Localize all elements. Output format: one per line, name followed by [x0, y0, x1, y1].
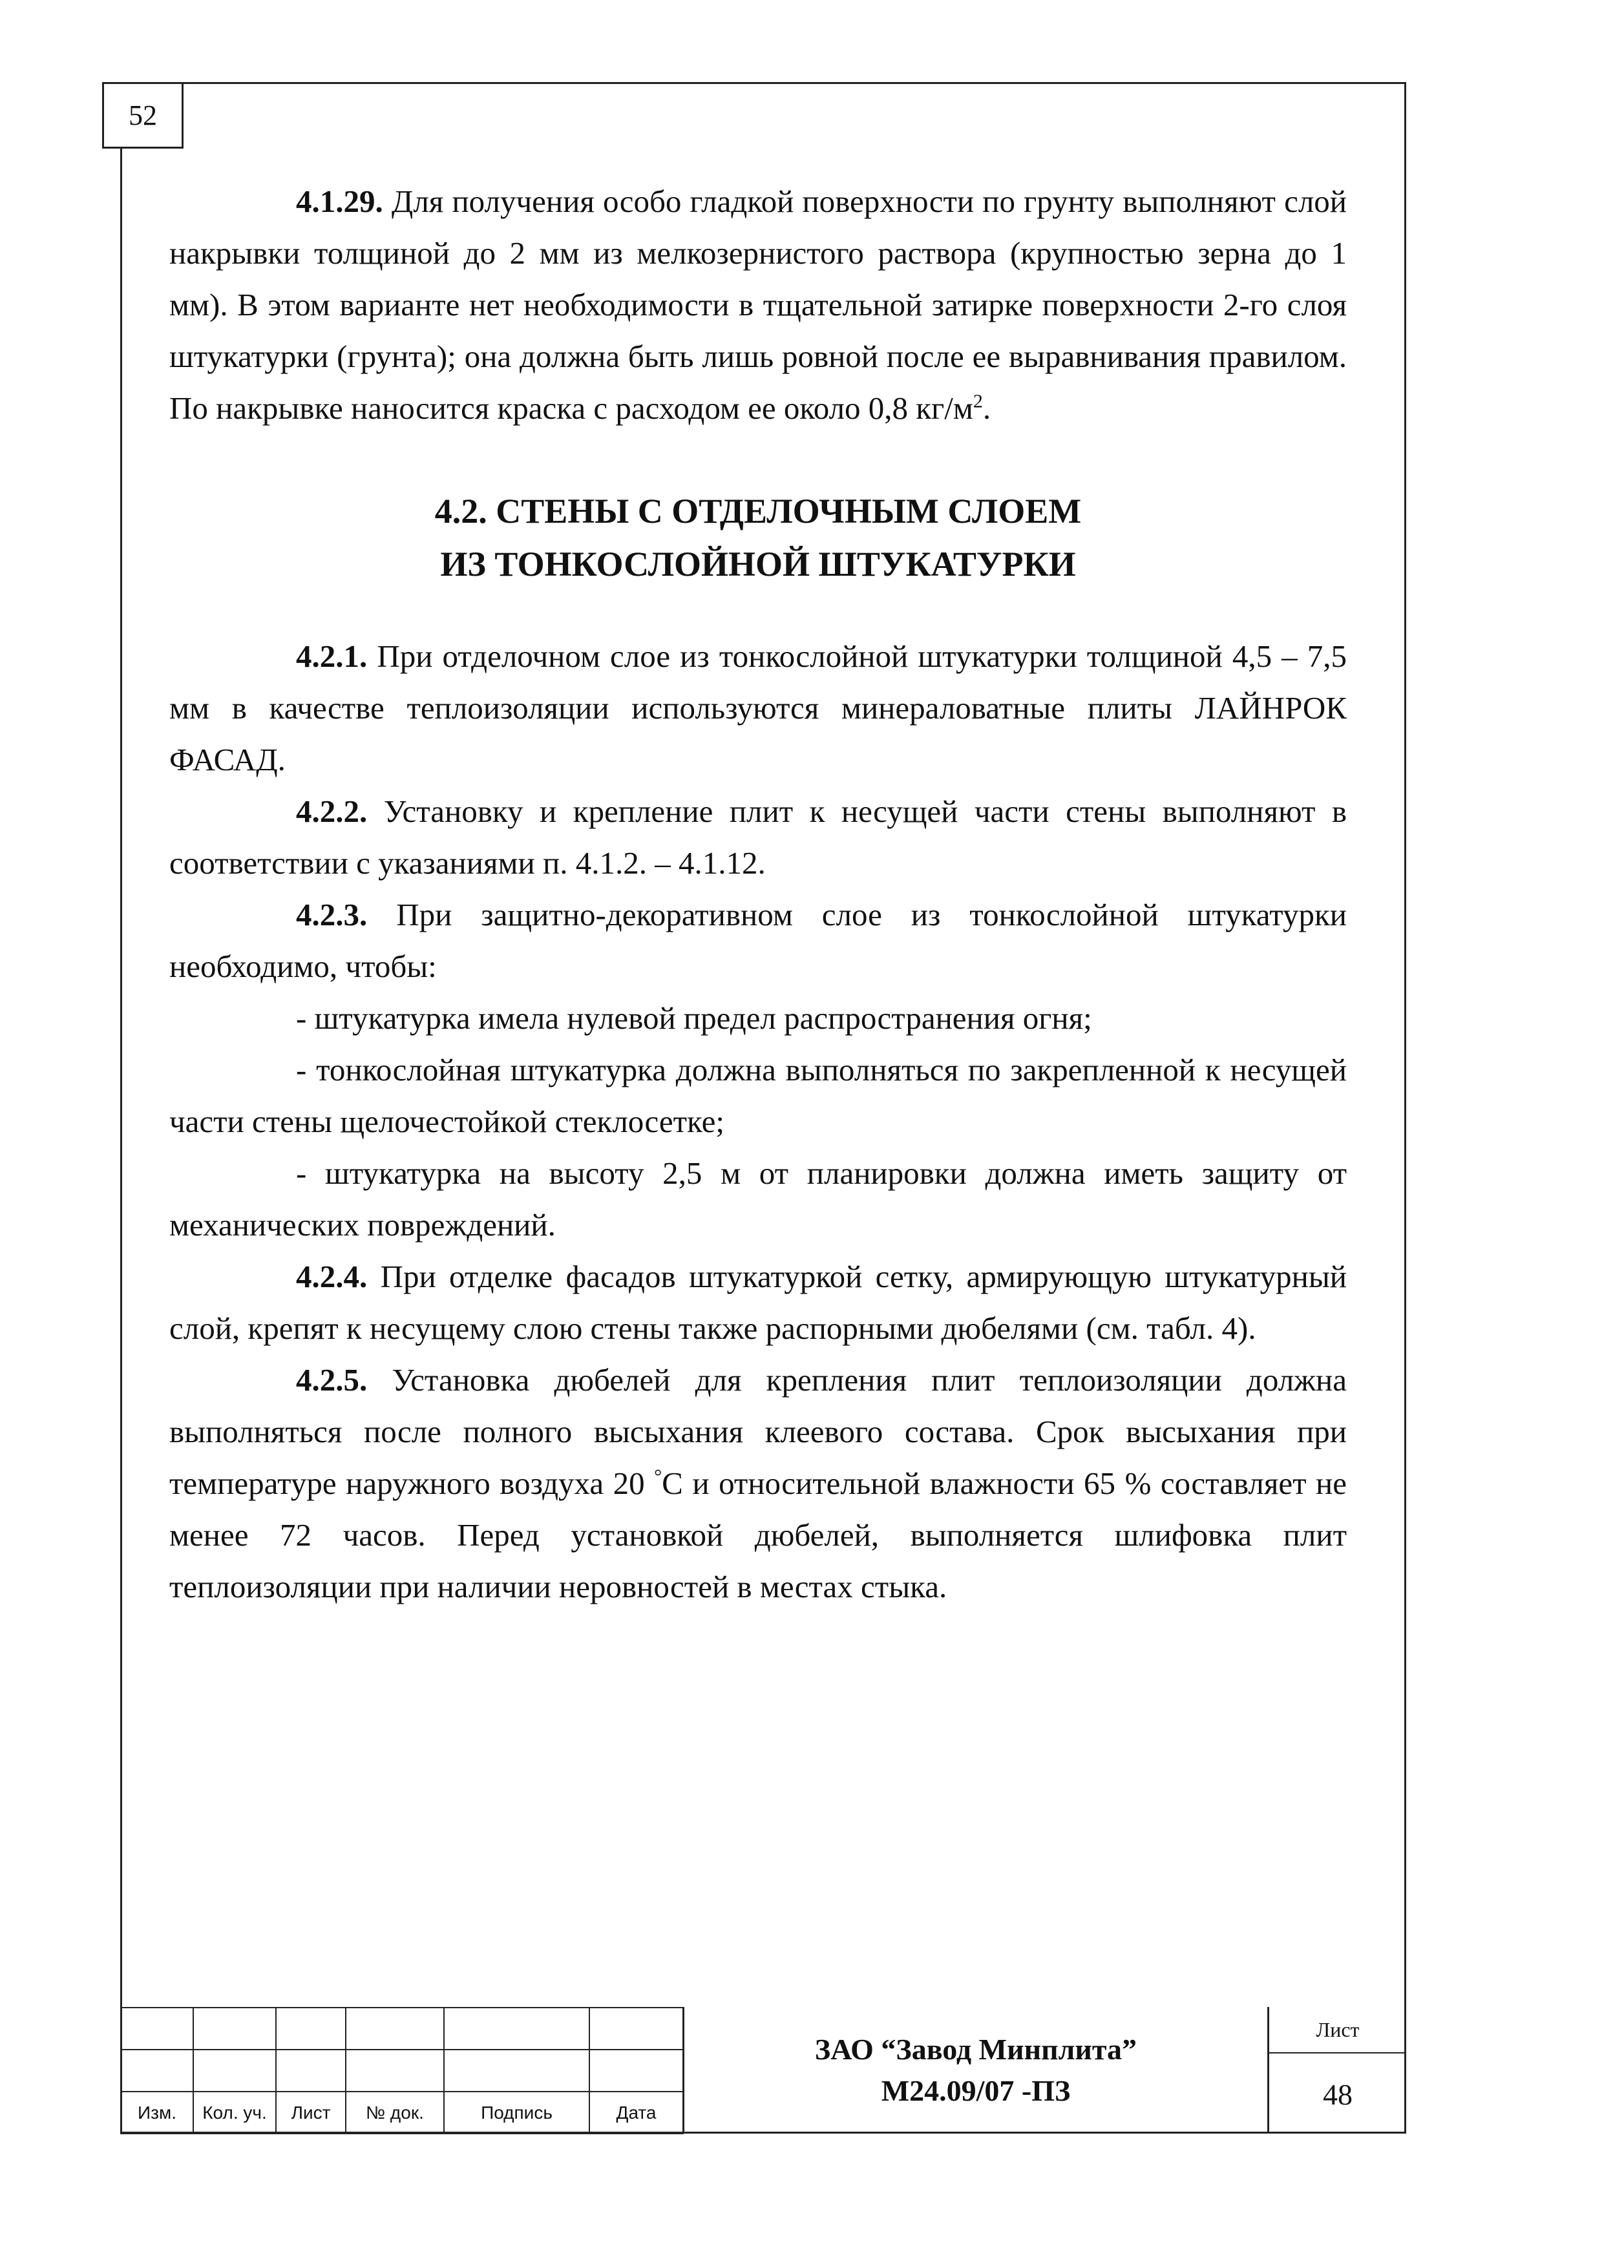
header-doc-no: № док. [346, 2092, 444, 2134]
clause-number: 4.2.4. [296, 1259, 368, 1294]
document-body [169, 176, 1347, 1613]
paragraph-4-2-4: 4.2.4. При отделке фасадов штукатуркой сетку, армирующую штукатурный слой, крепят к несущему слою стены также распорными дюбелями (см. табл. 4). [169, 1259, 1347, 1346]
clause-number: 4.2.5. [296, 1362, 368, 1398]
header-izm: Изм. [121, 2092, 193, 2134]
paragraph-4-2-3: 4.2.3. При защитно-декоративном слое из тонкослойной штукатурки необходимо, чтобы: [169, 897, 1347, 984]
clause-number: 4.2.1. [296, 638, 368, 674]
header-list: Лист [276, 2092, 346, 2134]
header-kol-uch: Кол. уч. [193, 2092, 276, 2134]
paragraph-4-2-1: 4.2.1. При отделочном слое из тонкослойной штукатурки толщиной 4,5 – 7,5 мм в качестве теплоизоляции используются минераловатные плиты ЛАЙНРОК ФАСАД. [169, 638, 1347, 777]
title-block [120, 2007, 1406, 2134]
document-code: М24.09/07 -ПЗ [881, 2074, 1071, 2107]
sheet-number: 48 [1323, 2077, 1353, 2111]
list-item: - штукатурка на высоту 2,5 м от планировки должна иметь защиту от механических повреждений. [169, 1155, 1347, 1243]
paragraph-4-1-29: 4.1.29. Для получения особо гладкой поверхности по грунту выполняют слой накрывки толщиной до 2 мм из мелкозернистого раствора (крупностью зерна до 1 мм). В этом варианте нет необходимости в тщательной затирке поверхности 2-го слоя штукатурки (грунта); она должна быть лишь ровной после ее выравнивания правилом. По накрывке наносится краска с расходом ее около 0,8 $кг/м^2$. [169, 184, 1347, 426]
paragraph-4-2-5: 4.2.5. Установка дюбелей для крепления плит теплоизоляции должна выполняться после полного высыхания клеевого состава. Срок высыхания при температуре наружного воздуха 20 °С и относительной влажности 65 % составляет не менее 72 часов. Перед установкой дюбелей, выполняется шлифовка плит теплоизоляции при наличии неровностей в местах стыка. [169, 1362, 1347, 1604]
clause-number: 4.1.29. [296, 184, 383, 219]
list-item: - тонкослойная штукатурка должна выполняться по закрепленной к несущей части стены щелочестойкой стеклосетке; [169, 1052, 1347, 1139]
clause-number: 4.2.3. [296, 897, 368, 932]
sheet-label: Лист [1269, 2007, 1406, 2053]
header-signature: Подпись [444, 2092, 589, 2134]
section-heading: 4.2. СТЕНЫ С ОТДЕЛОЧНЫМ СЛОЕМ ИЗ ТОНКОСЛОЙНОЙ ШТУКАТУРКИ [434, 492, 1082, 583]
sheet-cell [1267, 2007, 1406, 2134]
document-title [682, 2007, 1267, 2134]
company-name: ЗАО “Завод Минплита” [814, 2033, 1137, 2066]
page-number: 52 [102, 82, 184, 149]
clause-number: 4.2.2. [296, 793, 368, 829]
paragraph-4-2-2: 4.2.2. Установку и крепление плит к несущей части стены выполняют в соответствии с указаниями п. 4.1.2. – 4.1.12. [169, 793, 1347, 881]
revision-table [120, 2007, 684, 2134]
header-date: Дата [589, 2092, 683, 2134]
list-item: - штукатурка имела нулевой предел распространения огня; [296, 1000, 1092, 1036]
